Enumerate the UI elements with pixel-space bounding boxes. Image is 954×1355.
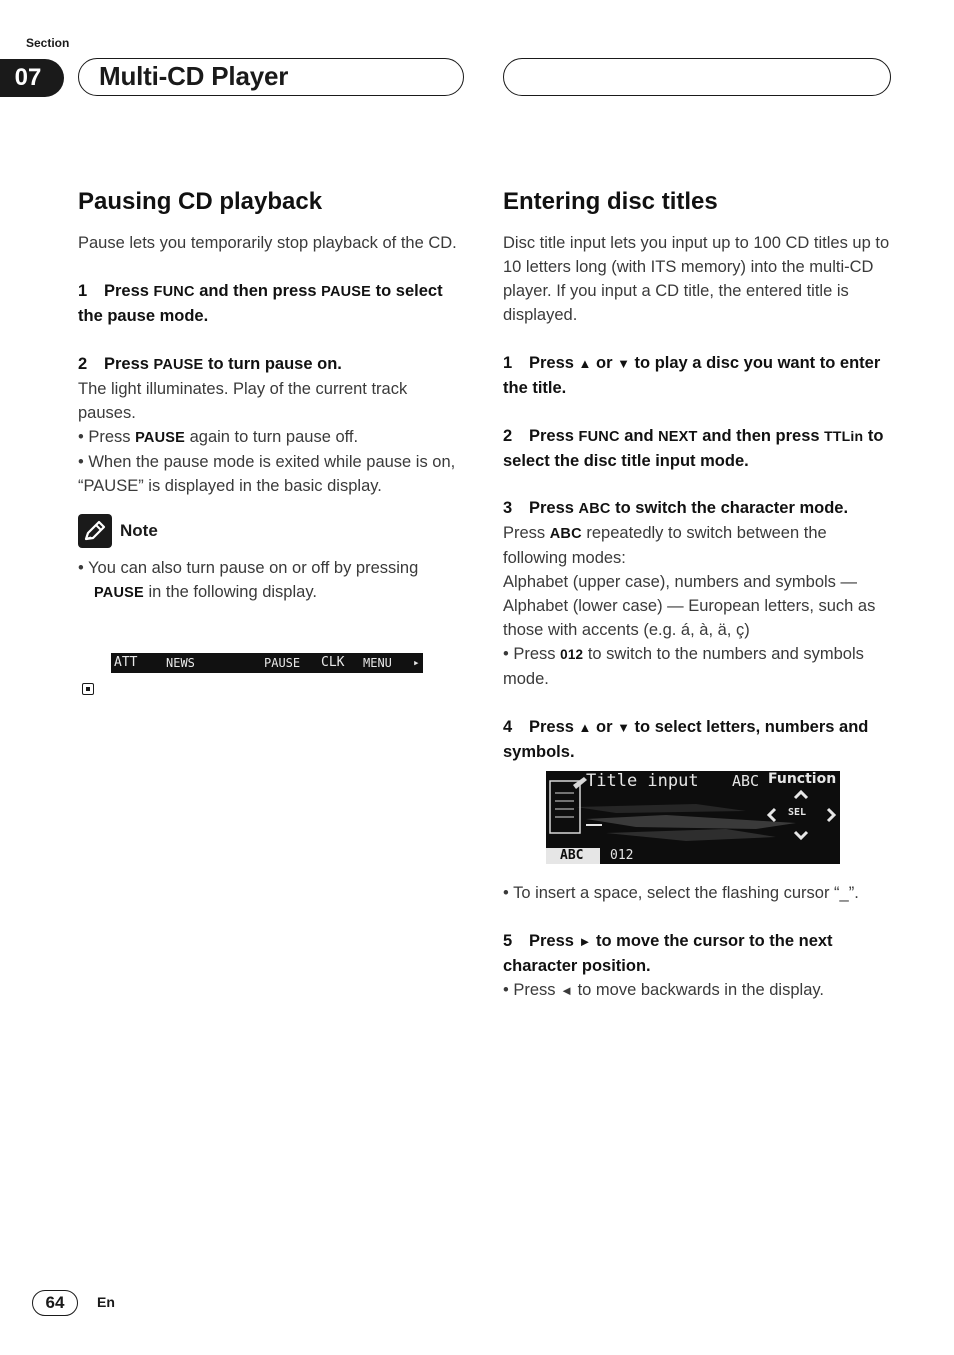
lcd-abc-tab: ABC [560, 848, 584, 863]
lcd-right-arrow-icon: ▸ [413, 656, 420, 669]
lcd-menu: MENU [363, 656, 392, 670]
pencil-note-icon [78, 514, 112, 548]
step-number: 5 [503, 932, 513, 950]
next-key: NEXT [658, 429, 698, 445]
note-text-part: • You can also turn pause on or off by pressing [78, 559, 419, 577]
desc-text: Press [503, 524, 550, 542]
step-text: or [591, 718, 618, 736]
lcd-clk: CLK [321, 655, 345, 670]
bullet-text: • Press [503, 981, 561, 999]
pause-key: PAUSE [135, 430, 186, 446]
language-code: En [97, 1294, 115, 1310]
step-text: to turn pause on. [203, 355, 342, 373]
right-step-2 [503, 424, 891, 473]
up-arrow-icon: ▲ [578, 356, 592, 371]
step-text: Press [104, 282, 154, 300]
up-arrow-icon: ▲ [578, 720, 592, 735]
step-number: 1 [78, 282, 88, 300]
lcd-title-input: Title input [586, 771, 699, 791]
step-text: to select the disc title input mode. [503, 427, 884, 470]
bullet-text: • Press [503, 645, 561, 663]
right-step-4-bullet: • To insert a space, select the flashing cursor “_”. [503, 884, 859, 902]
step-text: and then press [194, 282, 322, 300]
notepad-icon [550, 781, 580, 833]
step-text: to select the pause mode. [78, 282, 443, 325]
down-arrow-icon: ▼ [617, 356, 630, 371]
right-step-3 [503, 496, 891, 521]
step-text: to move the cursor to the next character position. [503, 932, 833, 975]
lcd-att: ATT [114, 655, 138, 670]
func-key: FUNC [578, 429, 620, 445]
lcd-up-chevron-icon [795, 792, 807, 798]
down-arrow-icon: ▼ [617, 720, 630, 735]
left-intro: Pause lets you temporarily stop playback of the CD. [78, 234, 457, 252]
step-number: 2 [503, 427, 513, 445]
left-step-2 [78, 352, 466, 377]
right-column-lower [503, 881, 891, 1003]
step-text: Press [529, 427, 579, 445]
lcd-012-tab: 012 [610, 848, 634, 863]
lcd-left-chevron-icon [769, 809, 775, 821]
right-step-5-bullet [503, 978, 891, 1003]
lcd-down-chevron-icon [795, 832, 807, 838]
function-display-lcd [111, 653, 423, 673]
right-step-3-desc [503, 521, 891, 570]
num-key: 012 [560, 647, 584, 662]
bullet-text: to move backwards in the display. [573, 981, 824, 999]
step-text: to play a disc you want to enter the title. [503, 354, 881, 397]
func-key: FUNC [153, 284, 195, 300]
step-text: and [619, 427, 659, 445]
lcd-function-label: Function [768, 771, 837, 787]
step-text: Press [104, 355, 154, 373]
pause-key: PAUSE [321, 284, 372, 300]
end-mark-icon [82, 683, 94, 695]
step-number: 3 [503, 499, 513, 517]
step-text: to select letters, numbers and symbols. [503, 718, 869, 761]
step-number: 1 [503, 354, 513, 372]
bullet-text: again to turn pause off. [185, 428, 359, 446]
step-number: 4 [503, 718, 513, 736]
step-text: Press [529, 718, 579, 736]
header-empty-box [503, 58, 891, 96]
pause-key: PAUSE [94, 585, 144, 601]
page-number: 64 [32, 1290, 78, 1316]
note-text [78, 556, 466, 605]
right-intro: Disc title input lets you input up to 100 CD titles up to 10 letters long (with ITS memory) into the multi-CD player. If you input a CD title, the entered title is displayed. [503, 234, 890, 324]
abc-key: ABC [578, 501, 611, 517]
abc-key: ABC [549, 526, 582, 542]
right-step-3-modes: Alphabet (upper case), numbers and symbols — Alphabet (lower case) — European letters, such as those with accents (e.g. á, à, ä, ç) [503, 573, 876, 639]
desc-text: repeatedly to switch between the following modes: [503, 524, 827, 567]
note-label: Note [120, 521, 158, 540]
right-step-4 [503, 715, 891, 764]
step-text: and then press [697, 427, 825, 445]
left-heading: Pausing CD playback [78, 188, 323, 215]
left-bullet-1 [78, 425, 466, 450]
chapter-title: Multi-CD Player [99, 61, 289, 91]
right-step-1 [503, 351, 891, 400]
step-text: Press [529, 499, 579, 517]
lcd-right-chevron-icon [828, 809, 834, 821]
right-step-3-bullet [503, 642, 891, 691]
left-bullet-2: • When the pause mode is exited while pause is on, “PAUSE” is displayed in the basic display. [78, 453, 456, 495]
chapter-title-box [78, 58, 464, 96]
step-text: Press [529, 932, 579, 950]
right-arrow-icon: ► [578, 934, 592, 949]
left-step-1 [78, 279, 466, 328]
bullet-text: • Press [78, 428, 136, 446]
bullet-text: to switch to the numbers and symbols mode. [503, 645, 864, 688]
left-column [78, 187, 466, 605]
right-heading: Entering disc titles [503, 188, 718, 215]
step-text: Press [529, 354, 579, 372]
left-arrow-icon: ◄ [560, 983, 573, 998]
note-header [78, 514, 466, 548]
lcd-pause: PAUSE [264, 656, 301, 670]
step-text: or [591, 354, 618, 372]
lcd-abc-label: ABC [732, 772, 760, 790]
right-step-5 [503, 929, 891, 978]
section-label: Section [26, 36, 70, 50]
ttlin-key: TTLin [824, 428, 864, 444]
note-text-part: in the following display. [143, 583, 317, 601]
lcd-sel-label: SEL [788, 807, 807, 818]
title-input-display-lcd [546, 771, 840, 864]
left-step-2-desc: The light illuminates. Play of the current track pauses. [78, 380, 408, 422]
step-number: 2 [78, 355, 88, 373]
lcd-news: NEWS [166, 656, 195, 670]
step-text: to switch the character mode. [610, 499, 849, 517]
pause-key: PAUSE [153, 357, 204, 373]
right-column [503, 187, 891, 764]
section-number-tab: 07 [0, 59, 64, 97]
